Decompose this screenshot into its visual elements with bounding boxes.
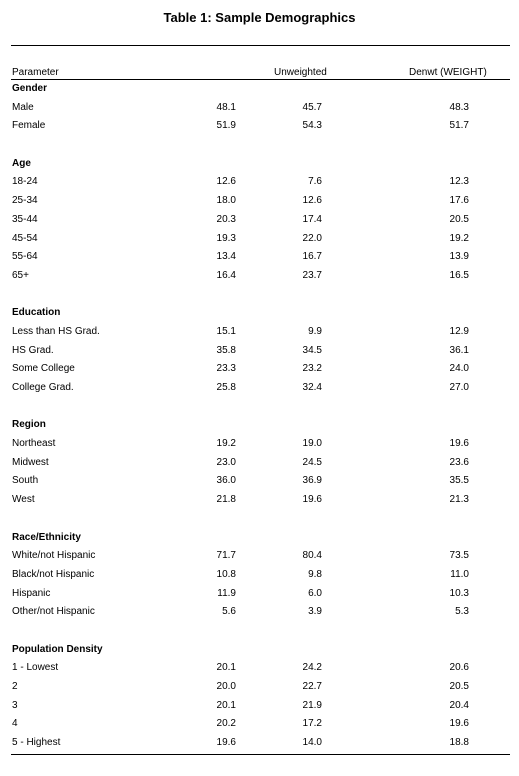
value-unweighted: 80.4 — [302, 550, 322, 562]
table-row — [0, 360, 519, 379]
value-unweighted: 23.7 — [302, 269, 322, 281]
table-row — [0, 697, 519, 716]
row-label: Northeast — [12, 438, 56, 450]
section-spacer — [0, 136, 519, 155]
value-weighted: 18.8 — [449, 737, 469, 749]
value-weighted: 73.5 — [449, 550, 469, 562]
row-label: Less than HS Grad. — [12, 325, 100, 337]
value-col1: 51.9 — [216, 120, 236, 132]
table-row — [0, 491, 519, 510]
value-col1: 48.1 — [216, 101, 236, 113]
table-row — [0, 211, 519, 230]
table-row — [0, 585, 519, 604]
table-row — [0, 323, 519, 342]
value-unweighted: 21.9 — [302, 699, 322, 711]
value-col1: 20.3 — [216, 213, 236, 225]
value-col1: 20.2 — [216, 718, 236, 730]
table-row — [0, 99, 519, 118]
row-label: 65+ — [12, 269, 29, 281]
value-col1: 13.4 — [216, 251, 236, 263]
value-col1: 21.8 — [216, 494, 236, 506]
value-col1: 11.9 — [217, 587, 236, 599]
table-row — [0, 379, 519, 398]
value-weighted: 5.3 — [455, 606, 469, 618]
value-col1: 15.1 — [216, 325, 236, 337]
row-label: Hispanic — [12, 587, 51, 599]
section-heading — [0, 416, 519, 435]
table-title: Table 1: Sample Demographics — [163, 10, 356, 25]
value-col1: 19.6 — [216, 737, 236, 749]
row-label: 4 — [12, 718, 18, 730]
row-label: HS Grad. — [12, 344, 54, 356]
section-heading-label: Education — [12, 307, 61, 319]
table-row — [0, 435, 519, 454]
value-weighted: 19.2 — [449, 232, 469, 244]
value-weighted: 21.3 — [449, 494, 469, 506]
value-col1: 18.0 — [216, 195, 236, 207]
value-weighted: 19.6 — [449, 438, 469, 450]
value-unweighted: 32.4 — [302, 382, 322, 393]
row-label: 18-24 — [12, 176, 38, 188]
value-weighted: 23.6 — [449, 456, 469, 468]
table-row — [0, 267, 519, 286]
value-unweighted: 45.7 — [302, 101, 322, 113]
value-weighted: 20.6 — [449, 662, 469, 674]
table-row — [0, 173, 519, 192]
row-label: 3 — [12, 699, 18, 711]
table-row — [0, 248, 519, 267]
value-unweighted: 12.6 — [302, 195, 322, 207]
row-label: 55-64 — [12, 251, 38, 263]
value-weighted: 20.5 — [449, 681, 469, 692]
value-weighted: 17.6 — [449, 195, 469, 207]
table-row — [0, 603, 519, 622]
value-weighted: 16.5 — [449, 269, 469, 281]
column-header-weighted: Denwt (WEIGHT) — [409, 67, 487, 78]
row-label: White/not Hispanic — [12, 550, 96, 562]
value-unweighted: 9.9 — [308, 325, 322, 337]
row-label: West — [12, 494, 35, 506]
value-unweighted: 24.5 — [302, 456, 322, 468]
value-weighted: 12.9 — [449, 325, 469, 337]
value-weighted: 51.7 — [449, 120, 469, 132]
value-col1: 71.7 — [216, 550, 236, 562]
row-label: 35-44 — [12, 213, 38, 225]
bottom-rule — [11, 754, 510, 755]
value-weighted: 48.3 — [449, 101, 469, 113]
value-weighted: 27.0 — [449, 382, 469, 393]
row-label: Midwest — [12, 456, 49, 468]
value-weighted: 35.5 — [449, 475, 469, 487]
value-unweighted: 9.8 — [308, 568, 322, 580]
value-col1: 20.0 — [216, 681, 236, 692]
value-unweighted: 54.3 — [302, 120, 322, 132]
value-weighted: 10.3 — [449, 587, 469, 599]
row-label: 45-54 — [12, 232, 38, 244]
value-col1: 5.6 — [222, 606, 236, 618]
section-heading — [0, 641, 519, 660]
value-col1: 16.4 — [216, 269, 236, 281]
value-col1: 35.8 — [216, 344, 236, 356]
value-unweighted: 6.0 — [308, 587, 322, 599]
value-weighted: 20.5 — [449, 213, 469, 225]
table-row — [0, 566, 519, 585]
section-spacer — [0, 510, 519, 529]
value-col1: 19.3 — [216, 232, 236, 244]
row-label: South — [12, 475, 39, 487]
table-row — [0, 734, 519, 753]
column-header-parameter: Parameter — [12, 67, 59, 78]
table-row — [0, 678, 519, 697]
value-weighted: 19.6 — [449, 718, 469, 730]
value-weighted: 11.0 — [450, 568, 469, 580]
row-label: Female — [12, 120, 46, 132]
table-row — [0, 547, 519, 566]
value-col1: 23.0 — [216, 456, 236, 468]
value-unweighted: 7.6 — [308, 176, 322, 188]
value-unweighted: 22.0 — [302, 232, 322, 244]
table-row — [0, 342, 519, 361]
value-col1: 36.0 — [216, 475, 236, 487]
row-label: Some College — [12, 363, 75, 375]
value-unweighted: 14.0 — [302, 737, 322, 749]
value-col1: 23.3 — [216, 363, 236, 375]
row-label: 2 — [12, 681, 18, 692]
value-unweighted: 22.7 — [302, 681, 322, 692]
row-label: 5 - Highest — [12, 737, 61, 749]
value-weighted: 20.4 — [449, 699, 469, 711]
value-unweighted: 19.6 — [302, 494, 322, 506]
column-header-unweighted: Unweighted — [274, 67, 327, 78]
row-label: Male — [12, 101, 34, 113]
value-weighted: 24.0 — [449, 363, 469, 375]
row-label: 1 - Lowest — [12, 662, 59, 674]
section-heading-label: Race/Ethnicity — [12, 531, 81, 543]
section-heading — [0, 155, 519, 174]
section-spacer — [0, 622, 519, 641]
value-unweighted: 23.2 — [302, 363, 322, 375]
value-col1: 12.6 — [216, 176, 236, 188]
top-rule — [11, 45, 510, 46]
value-col1: 25.8 — [216, 382, 236, 393]
table-body — [0, 80, 519, 753]
row-label: 25-34 — [12, 195, 38, 207]
value-unweighted: 24.2 — [302, 662, 322, 674]
section-spacer — [0, 286, 519, 305]
table-row — [0, 230, 519, 249]
value-weighted: 13.9 — [449, 251, 469, 263]
table-row — [0, 659, 519, 678]
value-col1: 20.1 — [216, 662, 236, 674]
value-weighted: 36.1 — [449, 344, 469, 356]
section-heading — [0, 304, 519, 323]
value-unweighted: 36.9 — [302, 475, 322, 487]
section-heading — [0, 529, 519, 548]
value-col1: 20.1 — [216, 699, 236, 711]
value-col1: 19.2 — [216, 438, 236, 450]
section-heading-label: Region — [12, 419, 46, 431]
section-heading-label: Gender — [12, 83, 48, 94]
value-unweighted: 3.9 — [308, 606, 322, 618]
row-label: Black/not Hispanic — [12, 568, 95, 580]
table-row — [0, 454, 519, 473]
table-row — [0, 472, 519, 491]
row-label: College Grad. — [12, 382, 74, 393]
value-unweighted: 17.2 — [302, 718, 322, 730]
value-unweighted: 34.5 — [302, 344, 322, 356]
value-unweighted: 16.7 — [302, 251, 322, 263]
value-unweighted: 19.0 — [302, 438, 322, 450]
value-unweighted: 17.4 — [302, 213, 322, 225]
row-label: Other/not Hispanic — [12, 606, 95, 618]
section-heading-label: Age — [12, 157, 31, 169]
section-heading-label: Population Density — [12, 643, 103, 655]
section-spacer — [0, 398, 519, 417]
value-weighted: 12.3 — [449, 176, 469, 188]
value-col1: 10.8 — [216, 568, 236, 580]
table-row — [0, 715, 519, 734]
table-row — [0, 117, 519, 136]
table-row — [0, 192, 519, 211]
section-heading — [0, 80, 519, 99]
